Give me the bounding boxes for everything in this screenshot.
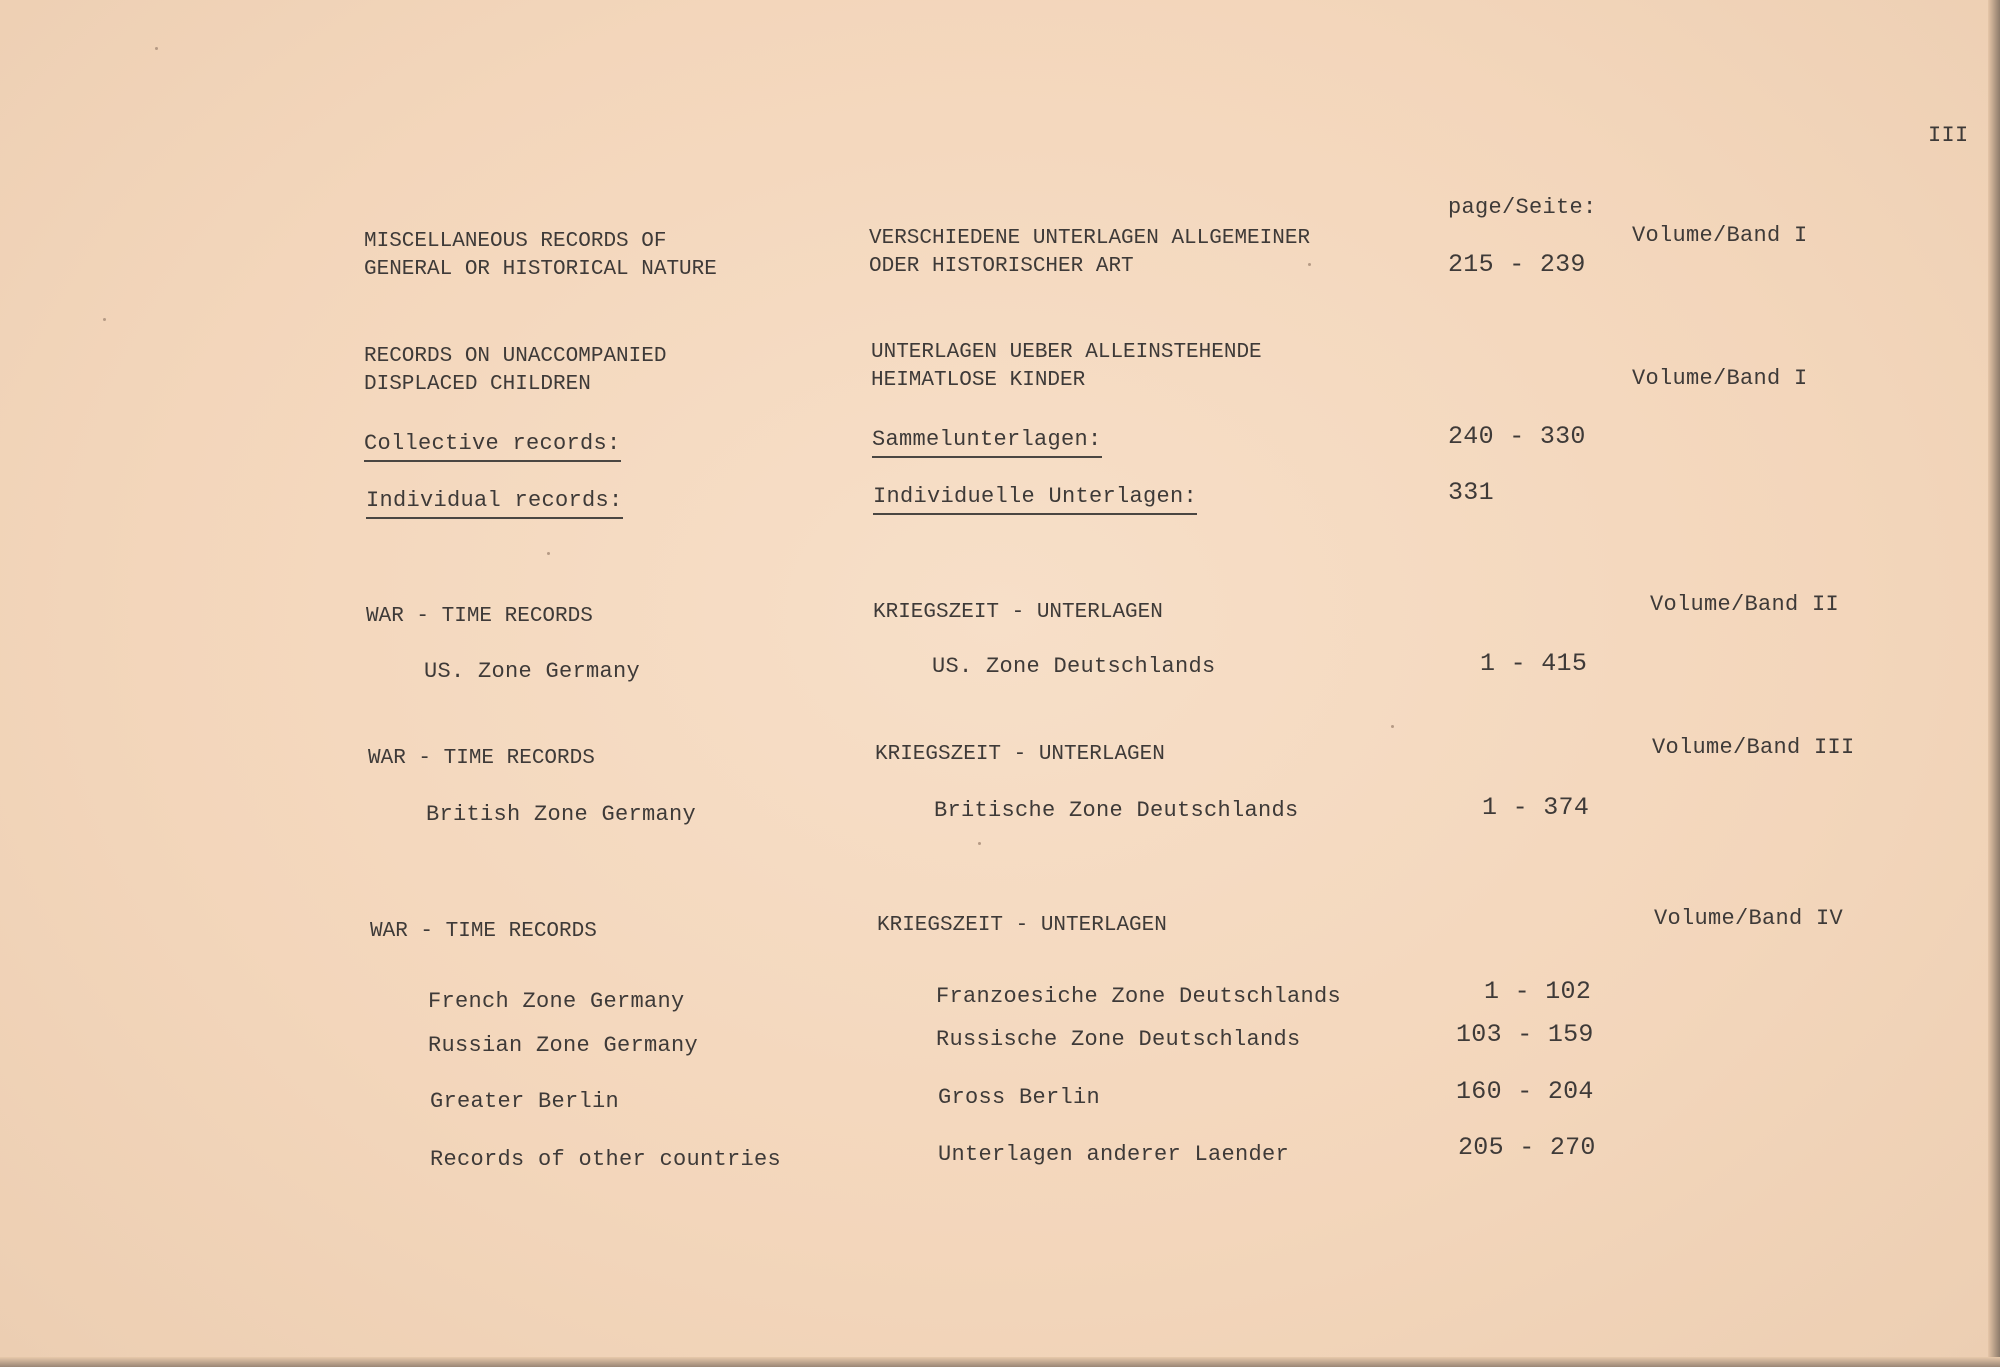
section-title-en: RECORDS ON UNACCOMPANIED — [364, 345, 667, 368]
row-label-en: French Zone Germany — [428, 989, 685, 1014]
page-range: 103 - 159 — [1456, 1020, 1594, 1049]
section-title-en: WAR - TIME RECORDS — [366, 605, 593, 628]
page-range: 1 - 415 — [1480, 649, 1588, 678]
page-range: 215 - 239 — [1448, 250, 1586, 279]
volume-label: Volume/Band IV — [1654, 906, 1844, 931]
section-title-en: GENERAL OR HISTORICAL NATURE — [364, 258, 717, 281]
volume-label: Volume/Band III — [1652, 735, 1855, 760]
row-label-de: Franzoesiche Zone Deutschlands — [936, 984, 1342, 1009]
row-label-de: Sammelunterlagen: — [872, 426, 1102, 458]
row-label-en: US. Zone Germany — [424, 659, 641, 684]
row-label-de: Unterlagen anderer Laender — [938, 1142, 1290, 1167]
row-label-de: Individuelle Unterlagen: — [873, 483, 1197, 515]
page-range: 1 - 374 — [1482, 793, 1590, 822]
row-label-en: Records of other countries — [430, 1147, 782, 1172]
row-label-en: Individual records: — [366, 487, 623, 519]
page-range: 160 - 204 — [1456, 1077, 1594, 1106]
section-title-de: UNTERLAGEN UEBER ALLEINSTEHENDE — [871, 341, 1262, 364]
row-label-de: Russische Zone Deutschlands — [936, 1027, 1301, 1052]
row-label-en: Russian Zone Germany — [428, 1033, 699, 1058]
paper-speck — [103, 318, 106, 321]
paper-speck — [547, 552, 550, 555]
section-title-en: DISPLACED CHILDREN — [364, 373, 591, 396]
row-label-de: US. Zone Deutschlands — [932, 654, 1216, 679]
row-label-en: Greater Berlin — [430, 1089, 620, 1114]
paper-speck — [978, 842, 981, 845]
paper-speck — [155, 47, 158, 50]
section-title-de: KRIEGSZEIT - UNTERLAGEN — [873, 601, 1163, 624]
page-range: 331 — [1448, 478, 1494, 507]
page-range: 240 - 330 — [1448, 422, 1586, 451]
row-label-de: Britische Zone Deutschlands — [934, 798, 1299, 823]
volume-label: Volume/Band I — [1632, 366, 1808, 391]
page-edge-right — [1988, 0, 2000, 1367]
section-title-de: ODER HISTORISCHER ART — [869, 255, 1134, 278]
paper-speck — [1308, 263, 1311, 266]
volume-label: Volume/Band II — [1650, 592, 1840, 617]
section-title-en: MISCELLANEOUS RECORDS OF — [364, 230, 667, 253]
row-label-en: British Zone Germany — [426, 802, 697, 827]
section-title-en: WAR - TIME RECORDS — [368, 747, 595, 770]
section-title-de: HEIMATLOSE KINDER — [871, 369, 1086, 392]
row-label-de: Gross Berlin — [938, 1085, 1101, 1110]
page-edge-bottom — [0, 1357, 2000, 1367]
section-title-de: KRIEGSZEIT - UNTERLAGEN — [875, 743, 1165, 766]
section-title-de: KRIEGSZEIT - UNTERLAGEN — [877, 914, 1167, 937]
page-column-header: page/Seite: — [1448, 195, 1597, 220]
row-label-en: Collective records: — [364, 430, 621, 462]
page-number: III — [1928, 123, 1969, 148]
page-range: 205 - 270 — [1458, 1133, 1596, 1162]
page-range: 1 - 102 — [1484, 977, 1592, 1006]
section-title-en: WAR - TIME RECORDS — [370, 920, 597, 943]
section-title-de: VERSCHIEDENE UNTERLAGEN ALLGEMEINER — [869, 227, 1311, 250]
volume-label: Volume/Band I — [1632, 223, 1808, 248]
paper-speck — [1391, 725, 1394, 728]
